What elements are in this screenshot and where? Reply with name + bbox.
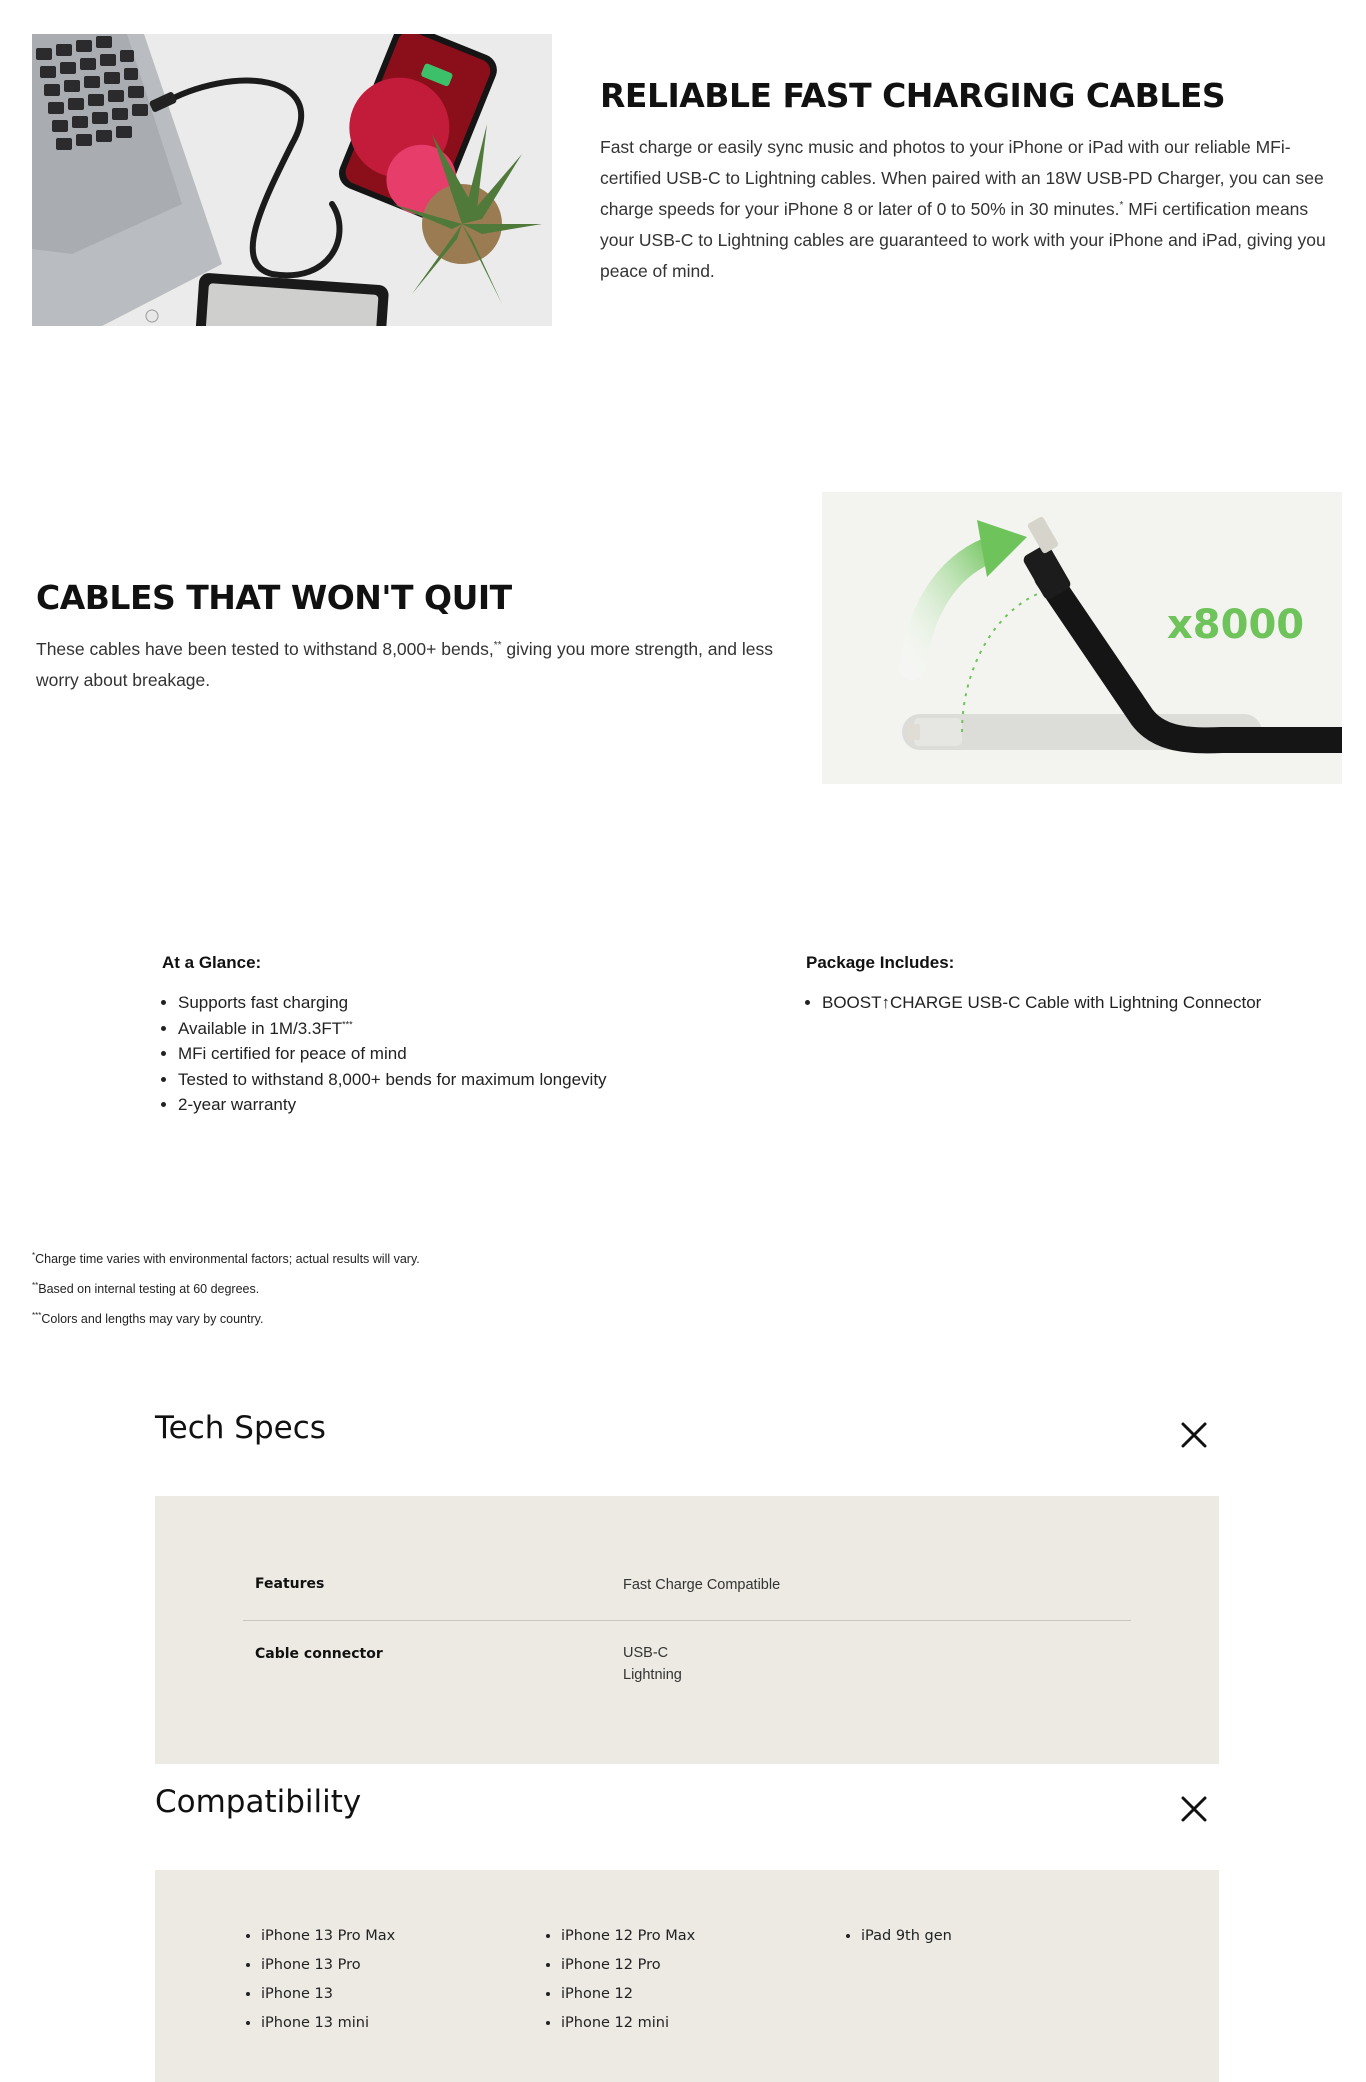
spec-value: USB-C <box>623 1645 669 1661</box>
close-icon[interactable] <box>1179 1420 1209 1450</box>
list-item: • iPhone 12 mini <box>561 2009 695 2038</box>
fast-charging-section <box>600 74 1340 287</box>
footnote-marker: * <box>1119 200 1124 212</box>
spec-label: Cable connector <box>255 1646 383 1662</box>
list-item: • iPhone 13 <box>261 1980 395 2009</box>
laptop-phone-cable-illustration <box>32 34 552 326</box>
bend-count-label: x8000 <box>1167 602 1305 648</box>
spec-value: Fast Charge Compatible <box>623 1577 781 1593</box>
footnote: ***Colors and lengths may vary by country. <box>32 1310 264 1326</box>
at-a-glance-title: At a Glance: <box>162 953 262 972</box>
close-icon[interactable] <box>1179 1794 1209 1824</box>
list-item: • iPhone 13 Pro <box>261 1951 395 1980</box>
list-item: • iPhone 12 Pro <box>561 1951 695 1980</box>
list-item: • Available in 1M/3.3FT*** <box>178 1016 722 1042</box>
fast-charging-description <box>600 132 1340 287</box>
at-a-glance <box>162 952 722 1118</box>
list-item: • Supports fast charging <box>178 990 722 1016</box>
cable-bend-illustration <box>822 492 1342 784</box>
footnote: **Based on internal testing at 60 degrees. <box>32 1280 260 1296</box>
footnote: *Charge time varies with environmental factors; actual results will vary. <box>32 1250 420 1266</box>
compatibility-title: Compatibility <box>155 1784 362 1820</box>
list-item: • MFi certified for peace of mind <box>178 1041 722 1067</box>
hero-image-laptop-phone-cable <box>32 34 552 326</box>
package-includes-title: Package Includes: <box>806 953 955 972</box>
compatibility-accordion-header[interactable] <box>155 1782 1219 1842</box>
list-item: • iPhone 12 <box>561 1980 695 2009</box>
compatibility-panel <box>155 1870 1219 2082</box>
list-item: • iPhone 12 Pro Max <box>561 1922 695 1951</box>
bend-test-image <box>822 492 1342 784</box>
list-item: • iPhone 13 mini <box>261 2009 395 2038</box>
durability-heading: CABLES THAT WON'T QUIT <box>36 578 512 617</box>
durability-section <box>36 576 776 696</box>
compatibility-column <box>543 1922 695 2038</box>
durability-text-1: These cables have been tested to withstand 8,000+ bends, <box>36 639 494 659</box>
list-item: • Tested to withstand 8,000+ bends for maximum longevity <box>178 1067 722 1093</box>
tech-specs-panel <box>155 1496 1219 1764</box>
compatibility-column <box>843 1922 952 1951</box>
list-item: • 2-year warranty <box>178 1092 722 1118</box>
fast-charging-text-2: MFi certification means your USB-C to Lightning cables are guaranteed to work with your iPhone and iPad, giving you peace of mind. <box>600 199 1326 281</box>
durability-description <box>36 634 776 696</box>
tech-specs-title: Tech Specs <box>155 1410 326 1446</box>
footnote-marker: *** <box>342 1018 353 1029</box>
list-item: • BOOST↑CHARGE USB-C Cable with Lightning Connector <box>822 990 1326 1016</box>
at-a-glance-list <box>162 990 722 1118</box>
list-item: • iPhone 13 Pro Max <box>261 1922 395 1951</box>
spec-value: Lightning <box>623 1667 682 1683</box>
package-includes-list <box>806 990 1326 1016</box>
spec-divider <box>243 1620 1131 1621</box>
footnote-marker: ** <box>493 640 502 652</box>
durability-text-2: giving you more strength, and less worry about breakage. <box>36 639 773 690</box>
fast-charging-text-1: Fast charge or easily sync music and photos to your iPhone or iPad with our reliable MFi-certified USB-C to Lightning cables. When paired with an 18W USB-PD Charger, you can see charge speeds for your iPhone 8 or later of 0 to 50% in 30 minutes. <box>600 137 1324 219</box>
tech-specs-accordion-header[interactable] <box>155 1408 1219 1468</box>
spec-label: Features <box>255 1576 325 1592</box>
list-item: • iPad 9th gen <box>861 1922 952 1951</box>
footnotes <box>32 1244 420 1334</box>
fast-charging-heading: RELIABLE FAST CHARGING CABLES <box>600 76 1226 115</box>
compatibility-column <box>243 1922 395 2038</box>
package-includes <box>806 952 1326 1016</box>
